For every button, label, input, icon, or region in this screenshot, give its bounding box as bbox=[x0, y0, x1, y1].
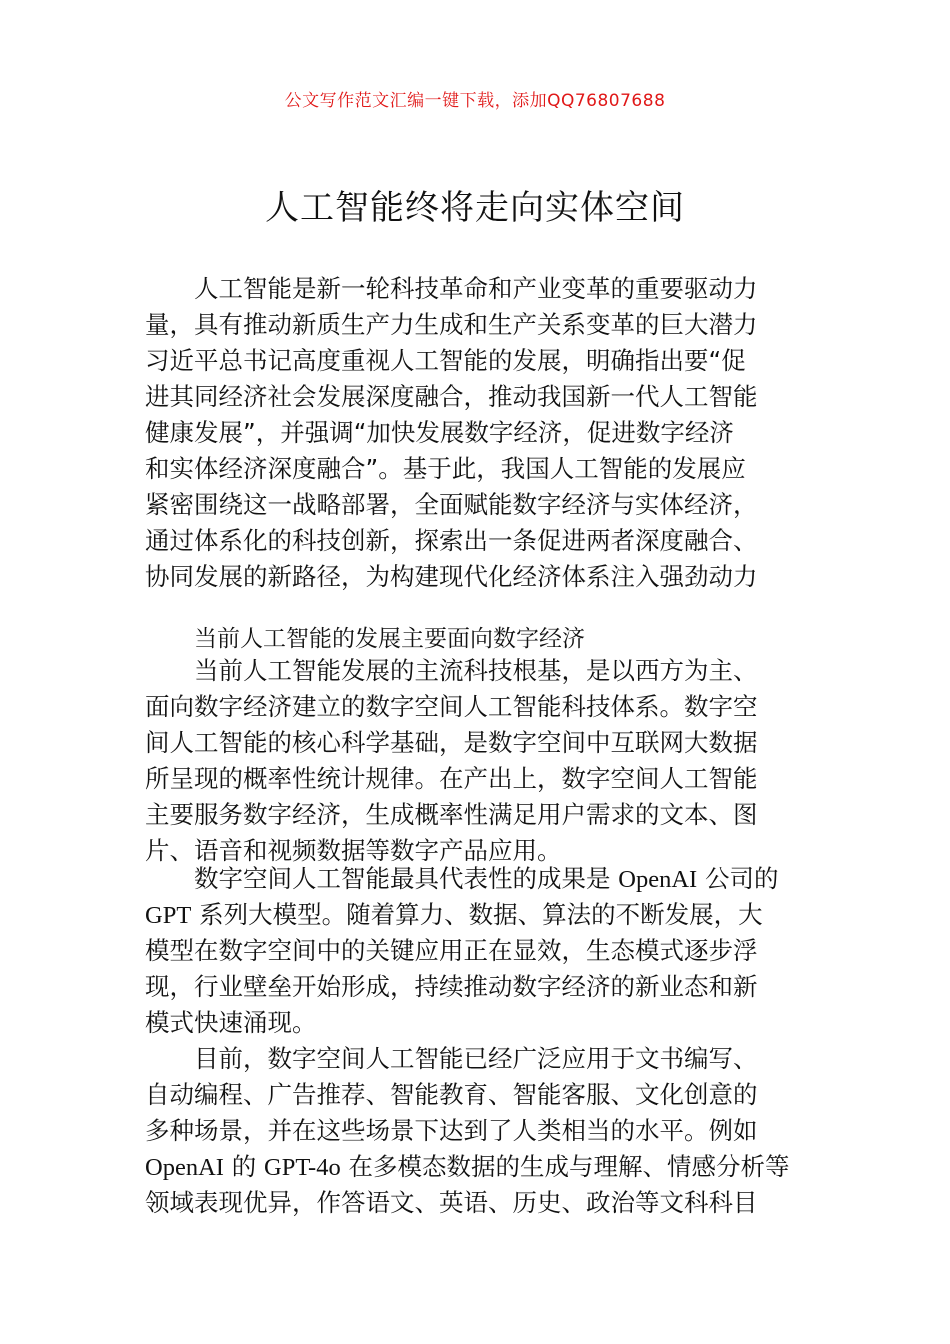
text-line: 量，具有推动新质生产力生成和生产关系变革的巨大潜力 bbox=[145, 310, 758, 339]
text-line: 现，行业壁垒开始形成，持续推动数字经济的新业态和新 bbox=[145, 972, 758, 1001]
text-line: 主要服务数字经济，生成概率性满足用户需求的文本、图 bbox=[145, 800, 758, 829]
text-segment: GPT bbox=[145, 902, 192, 929]
text-line: 协同发展的新路径，为构建现代化经济体系注入强劲动力 bbox=[145, 562, 758, 591]
text-segment: 的 bbox=[223, 1152, 264, 1181]
text-line: 多种场景，并在这些场景下达到了人类相当的水平。例如 bbox=[145, 1116, 758, 1145]
text-line bbox=[145, 861, 807, 897]
text-segment: 数字空间人工智能最具代表性的成果是 bbox=[194, 864, 619, 893]
download-notice: 公文写作范文汇编一键下载，添加QQ76807688 bbox=[284, 91, 666, 111]
text-line: 进其同经济社会发展深度融合，推动我国新一代人工智能 bbox=[145, 382, 758, 411]
text-line: 通过体系化的科技创新，探索出一条促进两者深度融合、 bbox=[145, 526, 758, 555]
text-segment: OpenAI bbox=[618, 866, 698, 893]
page-title: 人工智能终将走向实体空间 bbox=[265, 188, 685, 228]
text-line: 自动编程、广告推荐、智能教育、智能客服、文化创意的 bbox=[145, 1080, 758, 1109]
text-line: 和实体经济深度融合”。基于此，我国人工智能的发展应 bbox=[145, 454, 746, 483]
text-line: 紧密围绕这一战略部署，全面赋能数字经济与实体经济， bbox=[145, 490, 758, 519]
text-segment: 公司的 bbox=[697, 864, 779, 893]
text-line: 所呈现的概率性统计规律。在产出上，数字空间人工智能 bbox=[145, 764, 758, 793]
text-line: 面向数字经济建立的数字空间人工智能科技体系。数字空 bbox=[145, 692, 758, 721]
text-line: 领域表现优异，作答语文、英语、历史、政治等文科科目 bbox=[145, 1188, 758, 1217]
text-segment: 在多模态数据的生成与理解、情感分析等 bbox=[340, 1152, 790, 1181]
text-line: 健康发展”，并强调“加快发展数字经济，促进数字经济 bbox=[145, 418, 734, 447]
text-line: 片、语音和视频数据等数字产品应用。 bbox=[145, 836, 562, 865]
text-line bbox=[145, 897, 807, 933]
text-segment: OpenAI bbox=[145, 1154, 224, 1181]
text-line: 当前人工智能发展的主流科技根基，是以西方为主、 bbox=[194, 656, 758, 685]
text-line: 模型在数字空间中的关键应用正在显效，生态模式逐步浮 bbox=[145, 936, 758, 965]
text-line: 人工智能是新一轮科技革命和产业变革的重要驱动力 bbox=[194, 274, 758, 303]
text-line bbox=[145, 1149, 807, 1185]
text-line: 目前，数字空间人工智能已经广泛应用于文书编写、 bbox=[194, 1044, 758, 1073]
text-line: 模式快速涌现。 bbox=[145, 1008, 317, 1037]
text-line: 习近平总书记高度重视人工智能的发展，明确指出要“促 bbox=[145, 346, 746, 375]
text-segment: GPT-4o bbox=[264, 1154, 341, 1181]
text-line: 间人工智能的核心科学基础，是数字空间中互联网大数据 bbox=[145, 728, 758, 757]
section-heading: 当前人工智能的发展主要面向数字经济 bbox=[194, 626, 585, 652]
text-segment: 系列大模型。随着算力、数据、算法的不断发展，大 bbox=[191, 900, 763, 929]
